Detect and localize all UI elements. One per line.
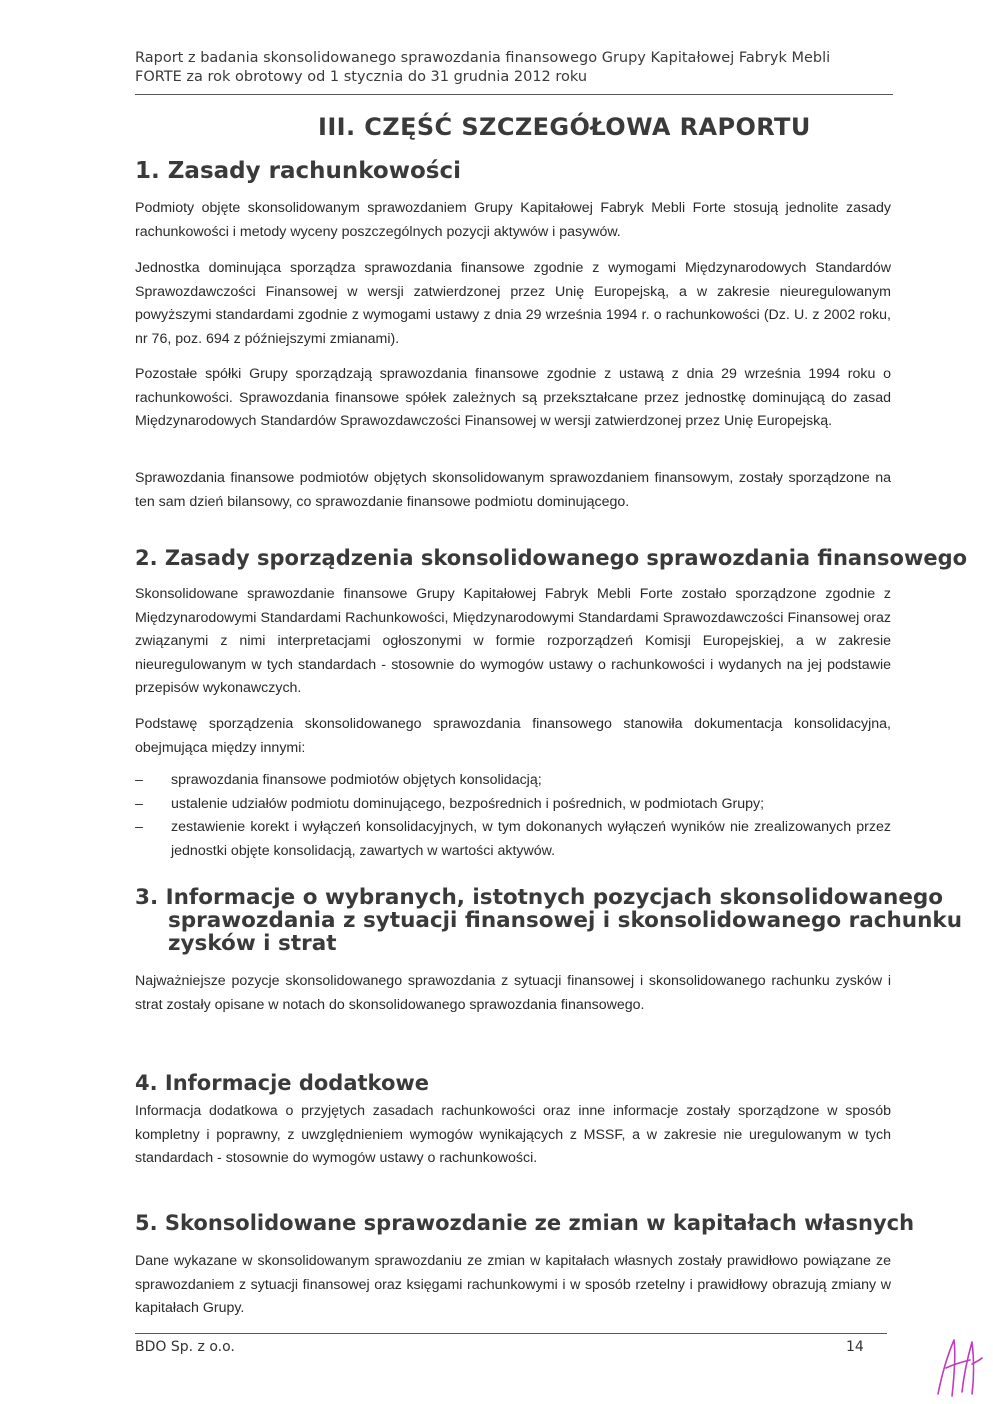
section-2-heading: 2. Zasady sporządzenia skonsolidowanego sprawozdania finansowego <box>135 546 968 570</box>
section-3-paragraph-1: Najważniejsze pozycje skonsolidowanego sprawozdania z sytuacji finansowej i skonsolidowanego rachunku zysków i strat zostały opisane w notach do skonsolidowanego sprawozdania finansowego. <box>135 973 891 1013</box>
list-item-text: zestawienie korekt i wyłączeń konsolidacyjnych, w tym dokonanych wyłączeń wyników nie zrealizowanych przez jednostki objęte konsolidacją, zawartych w wartości aktywów. <box>171 819 891 859</box>
running-header <box>135 49 895 87</box>
section-5-heading: 5. Skonsolidowane sprawozdanie ze zmian w kapitałach własnych <box>135 1211 915 1235</box>
consolidation-documents-list <box>135 769 891 863</box>
section-1-paragraph-2: Jednostka dominująca sporządza sprawozdania finansowe zgodnie z wymogami Międzynarodowych Standardów Sprawozdawczości Finansowej w wersji zatwierdzonej przez Unię Europejską, a w zakresie nieuregulowanym powyższymi standardami zgodnie z wymogami ustawy z dnia 29 września 1994 r. o rachunkowości (Dz. U. z 2002 roku, nr 76, poz. 694 z późniejszymi zmianami). <box>135 260 891 347</box>
section-3-heading-line-2: sprawozdania z sytuacji finansowej i skonsolidowanego rachunku <box>168 908 963 933</box>
page-number: 14 <box>846 1339 864 1355</box>
section-3-heading <box>135 886 962 955</box>
running-header-line-1: Raport z badania skonsolidowanego sprawozdania finansowego Grupy Kapitałowej Fabryk Mebli <box>135 50 831 66</box>
section-1-paragraph-1: Podmioty objęte skonsolidowanym sprawozdaniem Grupy Kapitałowej Fabryk Mebli Forte stosują jednolite zasady rachunkowości i metody wyceny poszczególnych pozycji aktywów i pasywów. <box>135 200 891 240</box>
footer-divider <box>135 1333 887 1334</box>
list-dash: – <box>135 819 143 836</box>
list-item <box>135 816 891 863</box>
section-1-paragraph-4: Sprawozdania finansowe podmiotów objętych skonsolidowanym sprawozdaniem finansowym, zostały sporządzone na ten sam dzień bilansowy, co sprawozdanie finansowe podmiotu dominującego. <box>135 470 891 510</box>
footer-company: BDO Sp. z o.o. <box>135 1339 235 1355</box>
running-header-line-2: FORTE za rok obrotowy od 1 stycznia do 31 grudnia 2012 roku <box>135 69 588 85</box>
list-item <box>135 793 891 817</box>
section-5-paragraph-1: Dane wykazane w skonsolidowanym sprawozdaniu ze zmian w kapitałach własnych zostały prawidłowo powiązane ze sprawozdaniem z sytuacji finansowej oraz księgami rachunkowymi i w sposób rzetelny i prawidłowy obrazują zmiany w kapitałach Grupy. <box>135 1253 891 1317</box>
section-3-heading-line-3: zysków i strat <box>168 931 337 956</box>
section-4-heading: 4. Informacje dodatkowe <box>135 1071 430 1095</box>
list-item-text: sprawozdania finansowe podmiotów objętych konsolidacją; <box>171 772 542 788</box>
section-3-heading-line-1: 3. Informacje o wybranych, istotnych pozycjach skonsolidowanego <box>135 885 944 910</box>
section-1-heading: 1. Zasady rachunkowości <box>135 158 461 184</box>
list-dash: – <box>135 795 143 812</box>
handwritten-signature <box>932 1334 984 1400</box>
section-1-paragraph-3: Pozostałe spółki Grupy sporządzają sprawozdania finansowe zgodnie z ustawą z dnia 29 września 1994 roku o rachunkowości. Sprawozdania finansowe spółek zależnych są przekształcane przez jednostkę dominującą do zasad Międzynarodowych Standardów Sprawozdawczości Finansowej w wersji zatwierdzonej przez Unię Europejską. <box>135 366 891 430</box>
section-2-paragraph-2: Podstawę sporządzenia skonsolidowanego sprawozdania finansowego stanowiła dokumentacja konsolidacyjna, obejmująca między innymi: <box>135 716 891 756</box>
part-title: III. CZĘŚĆ SZCZEGÓŁOWA RAPORTU <box>318 113 811 141</box>
section-4-paragraph-1: Informacja dodatkowa o przyjętych zasadach rachunkowości oraz inne informacje zostały sporządzone w sposób kompletny i poprawny, z uwzględnieniem wymogów wynikających z MSSF, a w zakresie nie uregulowanym w tych standardach - stosownie do wymogów ustawy o rachunkowości. <box>135 1103 891 1167</box>
list-item-text: ustalenie udziałów podmiotu dominującego, bezpośrednich i pośrednich, w podmiotach Grupy; <box>171 795 765 812</box>
list-item <box>135 769 891 793</box>
list-dash: – <box>135 772 143 788</box>
section-2-paragraph-1: Skonsolidowane sprawozdanie finansowe Grupy Kapitałowej Fabryk Mebli Forte zostało sporządzone zgodnie z Międzynarodowymi Standardami Rachunkowości, Międzynarodowymi Standardami Sprawozdawczości Finansowej oraz związanymi z nimi interpretacjami ogłoszonymi w formie rozporządzeń Komisji Europejskiej, a w zakresie nieuregulowanym w tych standardach - stosownie do wymogów ustawy o rachunkowości i wydanych na jej podstawie przepisów wykonawczych. <box>135 586 891 697</box>
header-divider <box>135 94 893 95</box>
